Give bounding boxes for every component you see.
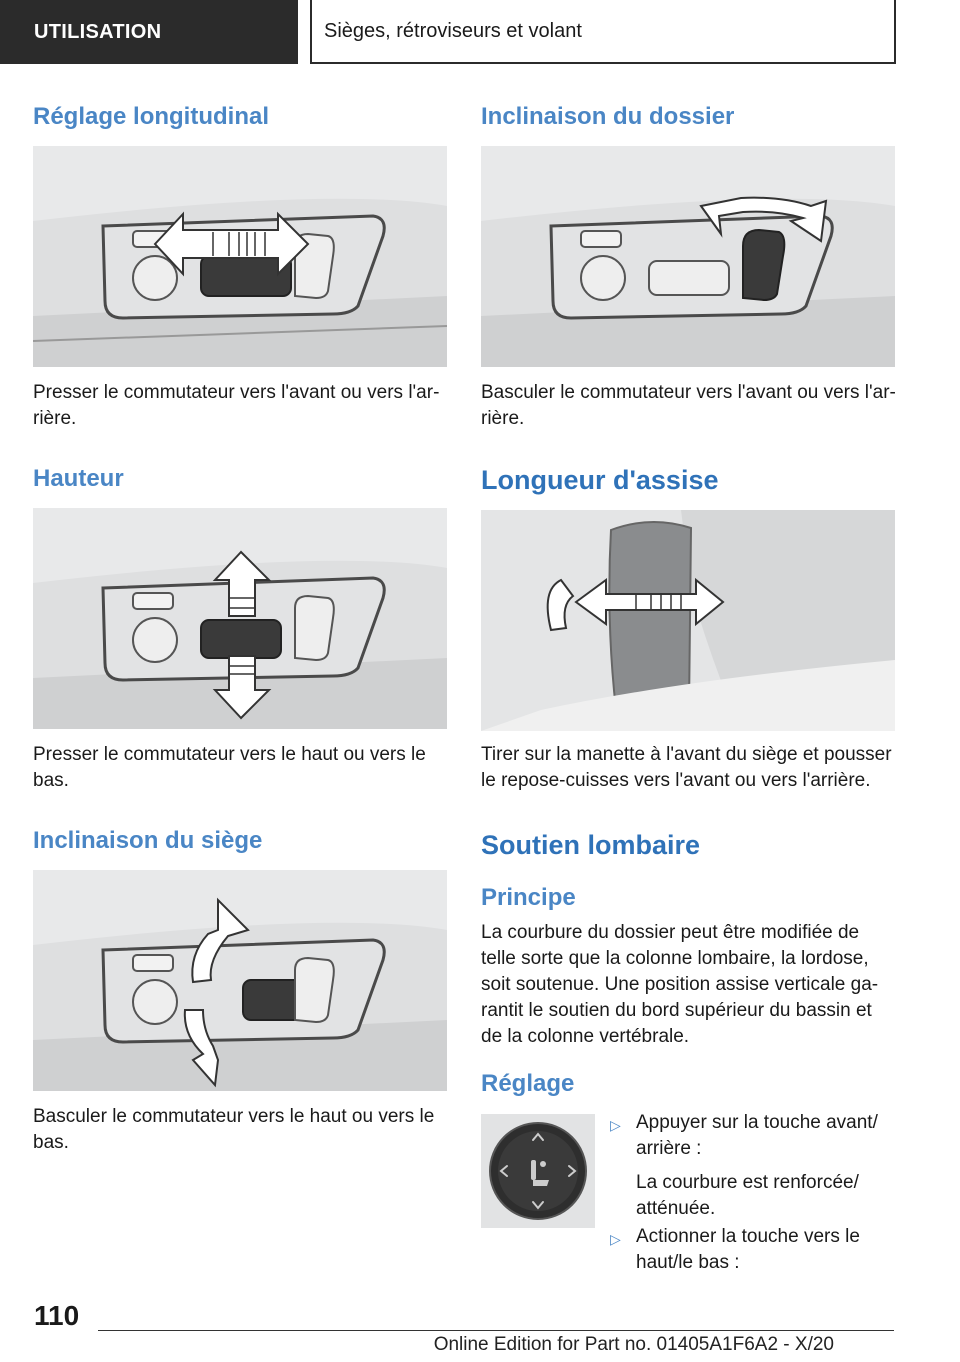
text-hauteur: Presser le commutateur vers le haut ou vers le bas. — [33, 744, 426, 791]
heading-reglage-longitudinal: Réglage longitudinal — [33, 103, 270, 130]
text-longueur-assise: Tirer sur la manette à l'avant du siège et pousser le repose-cuisses vers l'avant ou vers l'arrière. — [481, 744, 892, 791]
bullet-2-line-2: haut/le bas : — [636, 1252, 740, 1273]
bullet-item-2 — [610, 1224, 900, 1276]
figure-lumbar-control — [481, 1114, 595, 1228]
footer-edition: Online Edition for Part no. 01405A1F6A2 - X/20 — [433, 1334, 834, 1355]
heading-soutien-lombaire: Soutien lombaire — [481, 830, 701, 860]
chapter-label: Sièges, rétroviseurs et volant — [324, 19, 582, 42]
footer-divider — [98, 1330, 894, 1331]
text-inclinaison-siege: Basculer le commutateur vers le haut ou vers le bas. — [33, 1106, 435, 1153]
section-label: UTILISATION — [34, 20, 162, 43]
heading-inclinaison-dossier: Inclinaison du dossier — [481, 103, 735, 130]
figure-seat-length — [481, 510, 895, 731]
heading-inclinaison-siege: Inclinaison du siège — [33, 827, 263, 854]
heading-principe: Principe — [481, 884, 576, 911]
page-number: 110 — [34, 1300, 80, 1331]
text-inclinaison-dossier: Basculer le commutateur vers l'avant ou vers l'ar‐rière. — [481, 382, 896, 429]
heading-hauteur: Hauteur — [33, 465, 124, 492]
bullet-1-sub-2: atténuée. — [636, 1198, 716, 1219]
bullet-2-line-1: Actionner la touche vers le — [636, 1226, 860, 1247]
chapter-title — [312, 0, 896, 64]
heading-longueur-assise: Longueur d'assise — [481, 465, 719, 495]
text-reglage-longitudinal: Presser le commutateur vers l'avant ou vers l'ar‐rière. — [33, 382, 440, 429]
figure-seat-height — [33, 508, 447, 729]
text-principe: La courbure du dossier peut être modifiée de telle sorte que la colonne lombaire, la lordose, soit soutenue. Une position assise verticale ga‐rantit le soutien du bord supérieur du bassin et de la colonne vertébrale. — [481, 922, 879, 1047]
bullet-1-line-1: Appuyer sur la touche avant/ — [636, 1112, 878, 1133]
triangle-bullet-icon: ▷ — [610, 1117, 621, 1133]
triangle-bullet-icon: ▷ — [610, 1231, 621, 1247]
figure-backrest-tilt — [481, 146, 895, 367]
figure-seat-longitudinal — [33, 146, 447, 367]
bullet-1-line-2: arrière : — [636, 1138, 702, 1159]
section-tab — [0, 0, 298, 64]
figure-seat-tilt — [33, 870, 447, 1091]
bullet-1-sub-1: La courbure est renforcée/ — [636, 1172, 859, 1193]
heading-reglage: Réglage — [481, 1070, 575, 1097]
bullet-item-1 — [610, 1110, 900, 1222]
